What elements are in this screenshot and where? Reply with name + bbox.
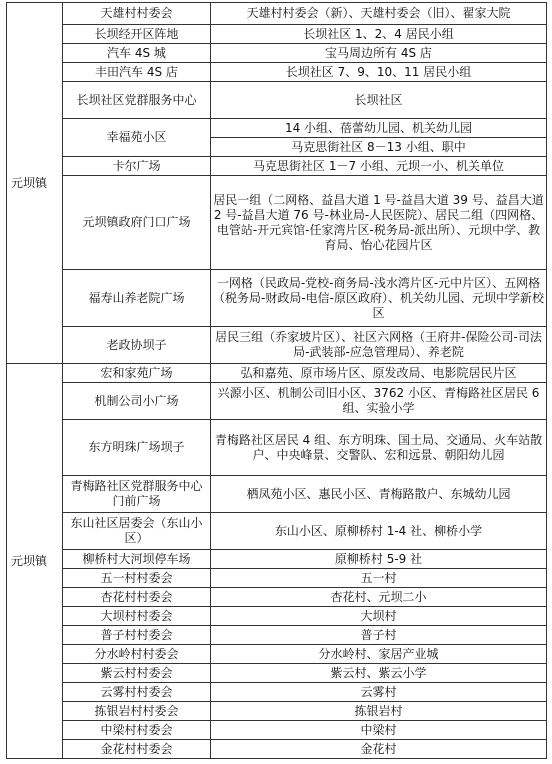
area-cell: 大坝村 [211,607,547,626]
location-cell: 机制公司小广场 [63,383,211,420]
table-row [7,157,547,176]
location-cell: 分水岭村村委会 [63,645,211,664]
location-cell: 青梅路社区党群服务中心门前广场 [63,476,211,513]
location-cell: 幸福苑小区 [63,119,211,157]
area-cell: 普子村 [211,626,547,645]
location-cell: 长坝经开区阵地 [63,25,211,44]
table-row [7,420,547,476]
area-cell: 拣银岩村 [211,702,547,721]
area-cell: 金花村 [211,740,547,759]
location-cell: 云雾村村委会 [63,683,211,702]
area-cell: 一网格（民政局-党校-商务局-浅水湾片区-元中片区）、五网格（税务局-财政局-电信-原区政府）、机关幼儿园、元坝中学新校区 [211,270,547,327]
town-cell: 元坝镇 [7,3,63,364]
location-cell: 长坝社区党群服务中心 [63,82,211,119]
table-row [7,550,547,569]
area-cell: 中梁村 [211,721,547,740]
area-cell: 天雄村村委会（新）、天雄村委会（旧）、翟家大院 [211,3,547,25]
area-cell: 宝马周边所有 4S 店 [211,44,547,63]
table-row [7,740,547,759]
location-cell: 福寿山养老院广场 [63,270,211,327]
table-row [7,476,547,513]
table-row [7,44,547,63]
table-row [7,569,547,588]
area-cell: 原柳桥村 5-9 社 [211,550,547,569]
area-cell: 长坝社区 1、2、4 居民小组 [211,25,547,44]
location-cell: 拣银岩村村委会 [63,702,211,721]
table-row [7,645,547,664]
table-row [7,626,547,645]
table-row [7,721,547,740]
table-row [7,119,547,138]
area-cell: 兴源小区、机制公司旧小区、3762 小区、青梅路社区居民 6 组、实验小学 [211,383,547,420]
location-cell: 普子村村委会 [63,626,211,645]
location-cell: 紫云村村委会 [63,664,211,683]
area-cell: 东山小区、原柳桥村 1-4 社、柳桥小学 [211,513,547,550]
town-cell: 元坝镇 [7,364,63,759]
area-cell: 长坝社区 [211,82,547,119]
area-cell: 居民一组（二网格、益昌大道 1 号-益昌大道 39 号、益昌大道 2 号-益昌大道 76 号-林业局-人民医院）、居民二组（四网格、电管站-开元宾馆-任家湾片区-税务局-派出所）、元坝中学、教育局、怡心花园片区 [211,176,547,270]
area-cell: 栖凤苑小区、惠民小区、青梅路散户、东城幼儿园 [211,476,547,513]
area-cell: 14 小组、蓓蕾幼儿园、机关幼儿园 [211,119,547,138]
location-cell: 五一村村委会 [63,569,211,588]
table-row [7,176,547,270]
table-row [7,25,547,44]
location-cell: 中梁村村委会 [63,721,211,740]
table-row [7,702,547,721]
table-row [7,607,547,626]
vaccination-site-table [6,2,547,759]
location-cell: 天雄村村委会 [63,3,211,25]
area-cell: 五一村 [211,569,547,588]
table-row [7,270,547,327]
table-row [7,664,547,683]
location-cell: 元坝镇政府门口广场 [63,176,211,270]
location-cell: 金花村村委会 [63,740,211,759]
area-cell: 马克思街社区 1－7 小组、元坝一小、机关单位 [211,157,547,176]
location-cell: 柳桥村大河坝停车场 [63,550,211,569]
location-cell: 汽车 4S 城 [63,44,211,63]
location-cell: 老政协坝子 [63,327,211,364]
area-cell: 紫云村、紫云小学 [211,664,547,683]
table-row [7,327,547,364]
table-row [7,82,547,119]
area-cell: 居民三组（乔家坡片区）、社区六网格（王府井-保险公司-司法局-武装部-应急管理局）、养老院 [211,327,547,364]
location-cell: 宏和家苑广场 [63,364,211,383]
location-cell: 卡尔广场 [63,157,211,176]
area-cell: 马克思街社区 8－13 小组、职中 [211,138,547,157]
table-row [7,364,547,383]
location-cell: 丰田汽车 4S 店 [63,63,211,82]
area-cell: 云雾村 [211,683,547,702]
location-cell: 杏花村村委会 [63,588,211,607]
area-cell: 分水岭村、家居产业城 [211,645,547,664]
table-row [7,683,547,702]
location-cell: 东山社区居委会（东山小区） [63,513,211,550]
location-cell: 东方明珠广场坝子 [63,420,211,476]
location-cell: 大坝村村委会 [63,607,211,626]
table-row [7,513,547,550]
area-cell: 杏花村、元坝二小 [211,588,547,607]
table-row [7,3,547,25]
area-cell: 弘和嘉苑、原市场片区、原发改局、电影院居民片区 [211,364,547,383]
area-cell: 青梅路社区居民 4 组、东方明珠、国土局、交通局、火车站散户、中央峰景、交警队、宏和远景、朝阳幼儿园 [211,420,547,476]
table-row [7,383,547,420]
table-row [7,588,547,607]
area-cell: 长坝社区 7、9、10、11 居民小组 [211,63,547,82]
table-row [7,63,547,82]
